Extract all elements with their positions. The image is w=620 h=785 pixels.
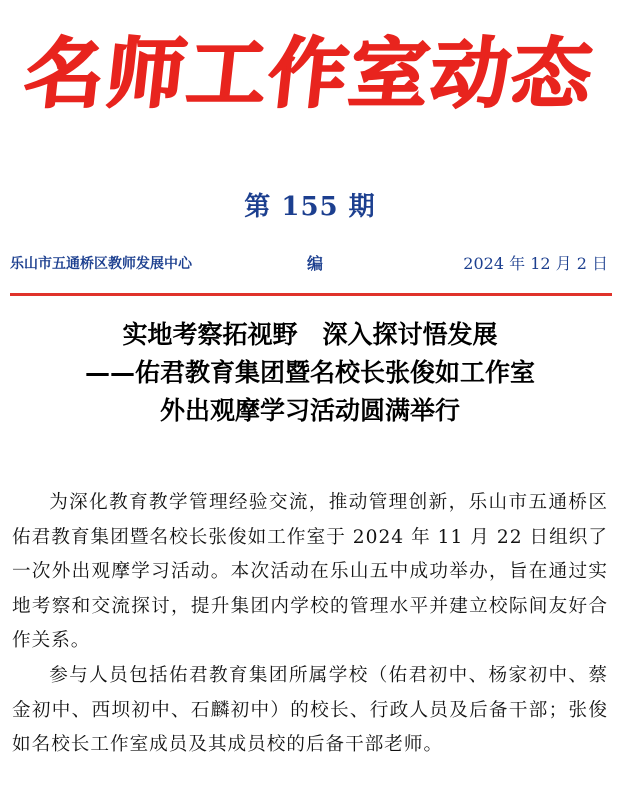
edit-label: 编 [307,254,324,273]
body-paragraph-1: 为深化教育教学管理经验交流，推动管理创新，乐山市五通桥区佑君教育集团暨名校长张俊如工作室于 2024 年 11 月 22 日组织了一次外出观摩学习活动。本次活动在乐山五中成功举办，旨在通过实地考察和交流探讨，提升集团内学校的管理水平并建立校际间友好合作关系。 [12,492,608,652]
masthead-title: 名师工作室动态 [20,28,599,118]
headline-line-2: ——佑君教育集团暨名校长张俊如工作室 [84,358,535,387]
headline-line-3: 外出观摩学习活动圆满举行 [159,396,460,425]
headline-line-1: 实地考察拓视野 深入探讨悟发展 [122,320,498,349]
article-body [12,486,608,763]
article-headline [0,316,620,430]
organization-name: 乐山市五通桥区教师发展中心 [10,256,192,272]
masthead [0,12,620,122]
red-divider [10,293,612,296]
publication-date: 2024 年 12 月 2 日 [463,254,608,273]
body-paragraph-2: 参与人员包括佑君教育集团所属学校（佑君初中、杨家初中、蔡金初中、西坝初中、石麟初中）的校长、行政人员及后备干部；张俊如名校长工作室成员及其成员校的后备干部老师。 [12,664,608,756]
issue-number: 第 155 期 [244,192,376,222]
publication-info-row [10,250,610,276]
